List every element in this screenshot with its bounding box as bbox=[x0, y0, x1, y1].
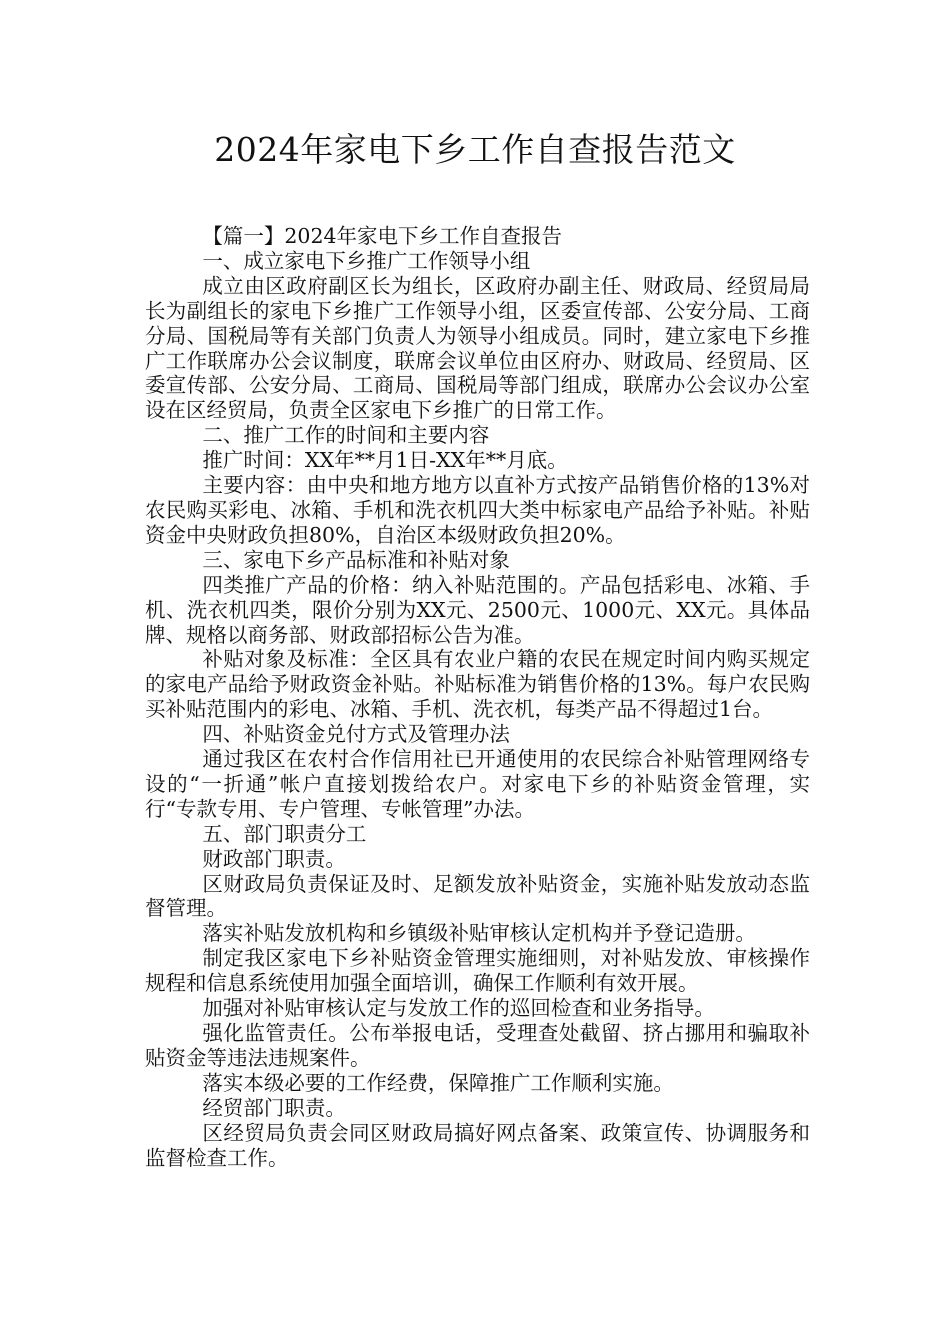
body-paragraph: 成立由区政府副区长为组长，区政府办副主任、财政局、经贸局局长为副组长的家电下乡推广工作领导小组，区委宣传部、公安分局、工商分局、国税局等有关部门负责人为领导小组成员。同时，建立家电下乡推广工作联席办公会议制度，联席会议单位由区府办、财政局、经贸局、区委宣传部、公安分局、工商局、国税局等部门组成，联席办公会议办公室设在区经贸局，负责全区家电下乡推广的日常工作。 bbox=[145, 273, 810, 423]
section-heading: 一、成立家电下乡推广工作领导小组 bbox=[202, 248, 531, 273]
body-paragraph: 补贴对象及标准：全区具有农业户籍的农民在规定时间内购买规定的家电产品给予财政资金补贴。补贴标准为销售价格的13%。每户农民购买补贴范围内的彩电、冰箱、手机、洗衣机，每类产品不得超过1台。 bbox=[145, 647, 810, 722]
body-paragraph: 财政部门职责。 bbox=[202, 846, 346, 871]
section-heading: 五、部门职责分工 bbox=[202, 821, 367, 846]
body-paragraph: 主要内容：由中央和地方地方以直补方式按产品销售价格的13%对农民购买彩电、冰箱、手机和洗衣机四大类中标家电产品给予补贴。补贴资金中央财政负担80%，自治区本级财政负担20%。 bbox=[145, 473, 810, 547]
body-paragraph: 强化监管责任。公布举报电话，受理查处截留、挤占挪用和骗取补贴资金等违法违规案件。 bbox=[145, 1021, 810, 1070]
body-paragraph: 区经贸局负责会同区财政局搞好网点备案、政策宣传、协调服务和监督检查工作。 bbox=[145, 1120, 810, 1170]
body-paragraph: 推广时间：XX年**月1日-XX年**月底。 bbox=[202, 448, 568, 473]
body-paragraph: 区财政局负责保证及时、足额发放补贴资金，实施补贴发放动态监督管理。 bbox=[145, 871, 810, 921]
section-heading: 二、推广工作的时间和主要内容 bbox=[202, 423, 490, 448]
section-heading: 三、家电下乡产品标准和补贴对象 bbox=[202, 547, 510, 572]
body-paragraph: 通过我区在农村合作信用社已开通使用的农民综合补贴管理网络专设的“一折通”帐户直接划拨给农户。对家电下乡的补贴资金管理，实行“专款专用、专户管理、专帐管理”办法。 bbox=[145, 747, 810, 821]
section-heading: 【篇一】2024年家电下乡工作自查报告 bbox=[202, 224, 563, 248]
body-paragraph: 经贸部门职责。 bbox=[202, 1095, 346, 1120]
body-paragraph: 四类推广产品的价格：纳入补贴范围的。产品包括彩电、冰箱、手机、洗衣机四类，限价分别为XX元、2500元、1000元、XX元。具体品牌、规格以商务部、财政部招标公告为准。 bbox=[145, 572, 810, 647]
body-paragraph: 加强对补贴审核认定与发放工作的巡回检查和业务指导。 bbox=[202, 996, 715, 1021]
body-paragraph: 制定我区家电下乡补贴资金管理实施细则，对补贴发放、审核操作规程和信息系统使用加强全面培训，确保工作顺利有效开展。 bbox=[145, 946, 810, 996]
body-paragraph: 落实本级必要的工作经费，保障推广工作顺利实施。 bbox=[202, 1070, 674, 1095]
section-heading: 四、补贴资金兑付方式及管理办法 bbox=[202, 722, 510, 747]
document-body bbox=[145, 224, 810, 1170]
document-title: 2024年家电下乡工作自查报告范文 bbox=[214, 130, 736, 169]
body-paragraph: 落实补贴发放机构和乡镇级补贴审核认定机构并予登记造册。 bbox=[202, 921, 756, 946]
